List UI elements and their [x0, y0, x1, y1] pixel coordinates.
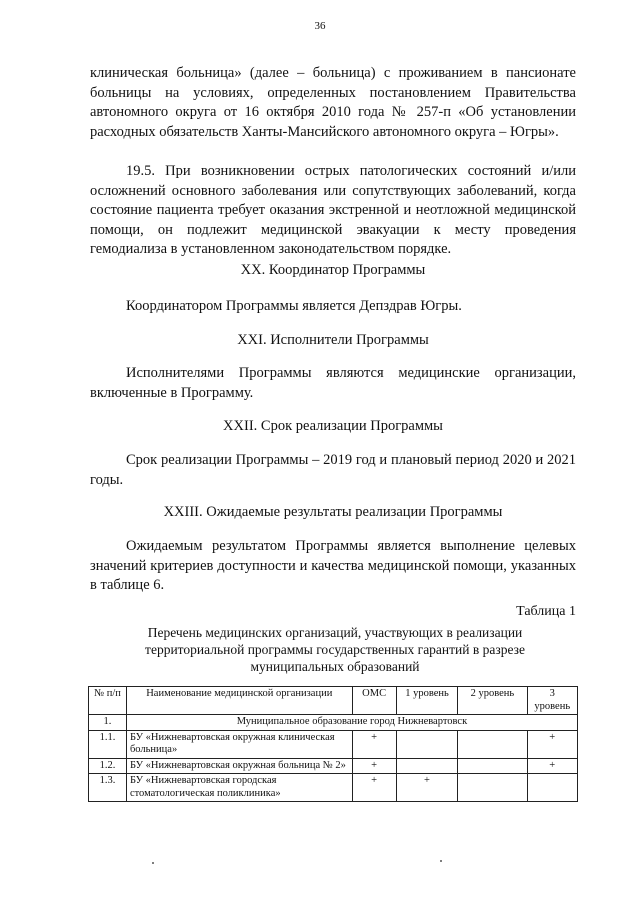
table-title: Перечень медицинских организаций, участвующих в реализации территориальной программы государственных гарантий в разрезе муниципальных образований — [145, 625, 525, 674]
paragraph-executors: Исполнителями Программы являются медицинские организации, включенные в Программу. — [90, 365, 576, 401]
header-level1: 1 уровень — [396, 687, 458, 715]
header-name: Наименование медицинской организации — [126, 687, 352, 715]
row-num: 1.1. — [89, 730, 127, 758]
row-level2 — [458, 730, 527, 758]
header-level2: 2 уровень — [458, 687, 527, 715]
row-num: 1.2. — [89, 758, 127, 774]
paragraph-term: Срок реализации Программы – 2019 год и плановый период 2020 и 2021 годы. — [90, 452, 576, 488]
row-oms: + — [352, 774, 396, 802]
row-level3 — [527, 774, 578, 802]
heading-section-23: XXIII. Ожидаемые результаты реализации Программы — [163, 504, 503, 520]
row-org-name: БУ «Нижневартовская городская стоматологическая поликлиника» — [126, 774, 352, 802]
paragraph-hospital-accommodation: клиническая больница» (далее – больница) с проживанием в пансионате больницы на условиях, определенных постановлением Правительства автономного округа от 16 октября 2010 года № 257-п «Об установлении расходных обязательств Ханты-Мансийского автономного округа – Югры». — [90, 65, 576, 140]
table-section-row — [89, 715, 578, 731]
table-row — [89, 758, 578, 774]
row-level1: + — [396, 774, 458, 802]
row-level2 — [458, 758, 527, 774]
header-num: № п/п — [89, 687, 127, 715]
heading-section-22: XXII. Срок реализации Программы — [223, 418, 443, 434]
scan-speck — [152, 862, 154, 864]
section-num: 1. — [89, 715, 127, 731]
paragraph-19-5: 19.5. При возникновении острых патологических состояний и/или осложнений основного заболевания или сопутствующих заболеваний, когда состояние пациента требует оказания экстренной и неотложной медицинской помощи, он подлежит медицинской эвакуации к месту проведения гемодиализа в установленном законодательством порядке. — [90, 163, 576, 257]
row-level2 — [458, 774, 527, 802]
row-oms: + — [352, 730, 396, 758]
section-title: Муниципальное образование город Нижневартовск — [126, 715, 577, 731]
organizations-table — [88, 686, 578, 802]
header-level3: 3 уровень — [527, 687, 578, 715]
heading-section-21: XXI. Исполнители Программы — [237, 332, 429, 348]
row-org-name: БУ «Нижневартовская окружная больница № 2» — [126, 758, 352, 774]
paragraph-expected-results: Ожидаемым результатом Программы является выполнение целевых значений критериев доступности и качества медицинской помощи, указанных в таблице 6. — [90, 538, 576, 593]
table-row — [89, 774, 578, 802]
header-oms: ОМС — [352, 687, 396, 715]
table-row — [89, 730, 578, 758]
scan-speck — [440, 860, 442, 862]
heading-section-20: XX. Координатор Программы — [240, 262, 426, 278]
row-oms: + — [352, 758, 396, 774]
table-header-row — [89, 687, 578, 715]
paragraph-coordinator: Координатором Программы является Депздрав Югры. — [126, 298, 462, 314]
row-level3: + — [527, 730, 578, 758]
row-org-name: БУ «Нижневартовская окружная клиническая больница» — [126, 730, 352, 758]
row-level1 — [396, 730, 458, 758]
row-level1 — [396, 758, 458, 774]
row-num: 1.3. — [89, 774, 127, 802]
table-label: Таблица 1 — [516, 604, 576, 619]
row-level3: + — [527, 758, 578, 774]
page-number: 36 — [314, 20, 326, 32]
